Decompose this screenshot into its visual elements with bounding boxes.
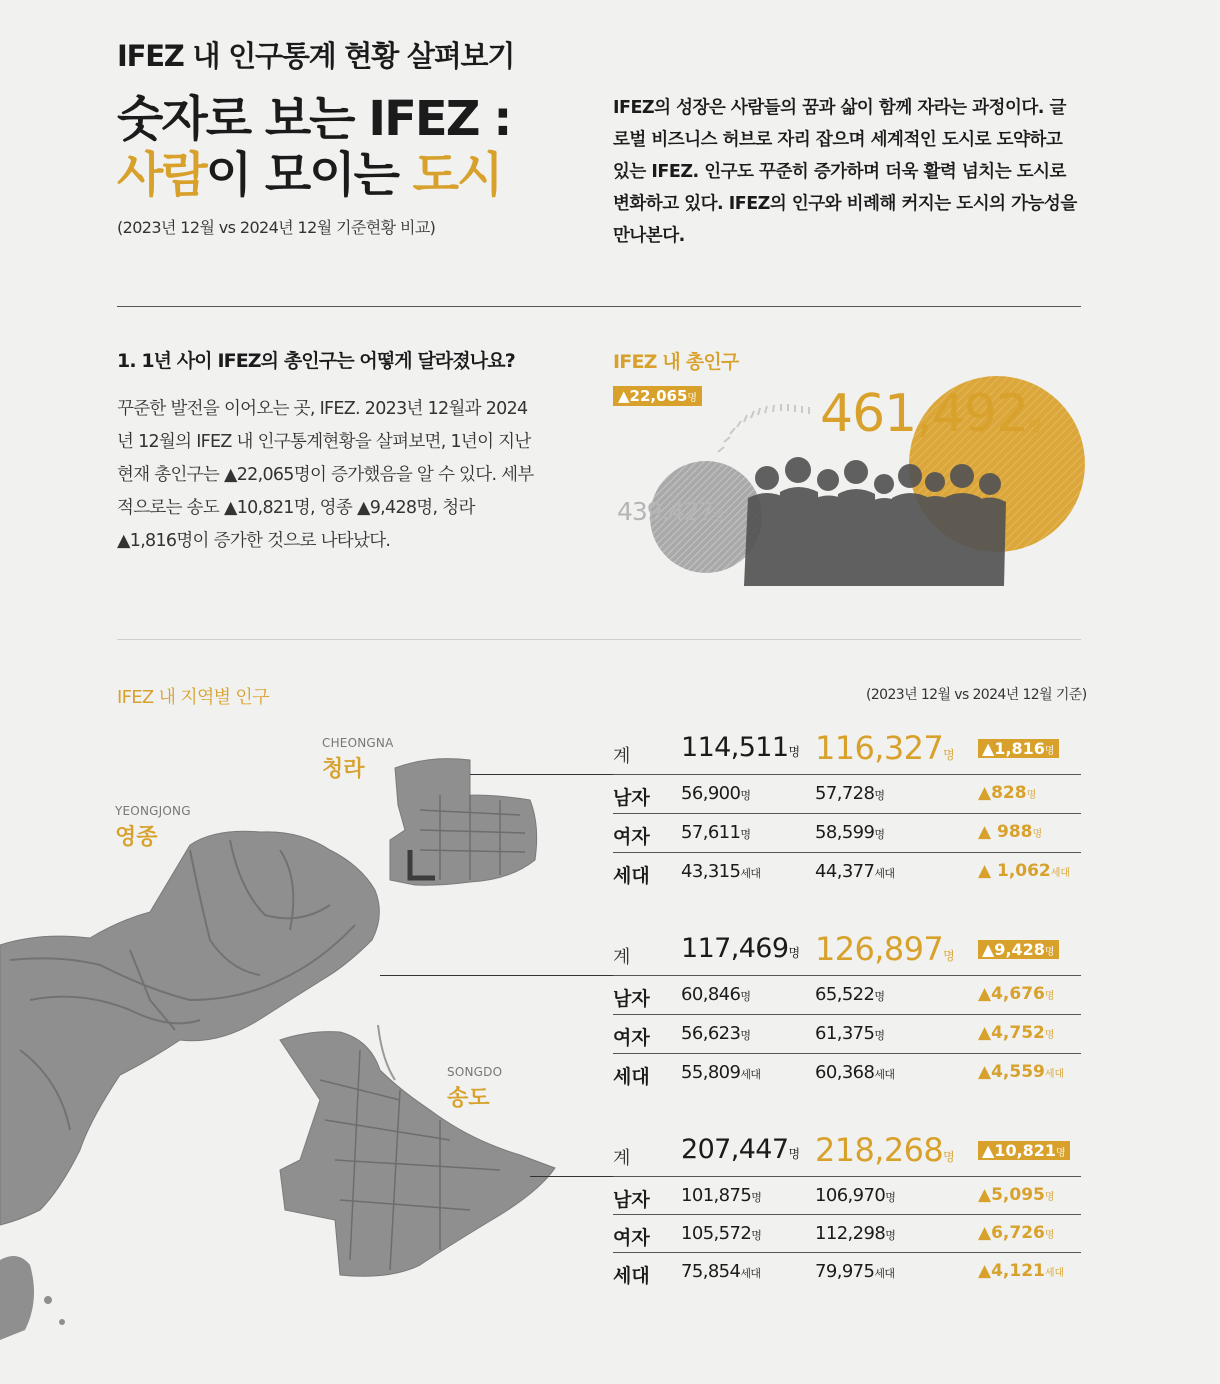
table-row (613, 1215, 1081, 1253)
table-row (613, 1054, 1081, 1092)
value-2023-number: 56,623 (681, 1023, 741, 1044)
unit: 명 (874, 789, 885, 802)
unit: 명 (751, 1229, 762, 1242)
unit: 명 (788, 1147, 800, 1161)
row-label: 세대 (613, 865, 650, 887)
unit: 명 (740, 828, 751, 841)
row-label: 계 (613, 947, 631, 968)
increase-value: ▲1,816 (982, 739, 1045, 758)
yeongjong-label: 영종 (115, 825, 158, 850)
population-2023-value (617, 497, 723, 526)
unit: 명 (1044, 947, 1055, 958)
page-title-line2 (117, 146, 501, 204)
unit: 세대 (740, 867, 761, 880)
people-silhouette-icon (744, 457, 1006, 586)
increase-number: ▲4,559 (978, 1062, 1045, 1082)
unit: 명 (1044, 746, 1055, 757)
small-islands (0, 1256, 65, 1340)
value-2023 (681, 783, 750, 804)
value-2023 (681, 1261, 760, 1282)
row-label: 남자 (613, 1189, 650, 1211)
value-2024-number: 61,375 (815, 1023, 875, 1044)
increase-number: ▲6,726 (978, 1223, 1045, 1243)
increase-value: ▲10,821 (982, 1141, 1057, 1160)
value-2023 (681, 1223, 761, 1244)
value-2023 (681, 732, 799, 763)
row-label: 세대 (613, 1066, 650, 1088)
comparison-basis: (2023년 12월 vs 2024년 12월 기준현황 비교) (117, 218, 436, 237)
progress-ticks (718, 404, 809, 452)
ifez-map (0, 700, 620, 1340)
increase-value (978, 822, 1042, 842)
page-title-line1: 숫자로 보는 IFEZ : (117, 91, 511, 147)
increase-number: ▲828 (978, 783, 1027, 803)
value-2024 (815, 1185, 895, 1206)
section1-body: 꾸준한 발전을 이어오는 곳, IFEZ. 2023년 12월과 2024년 12월의 IFEZ 내 인구통계현황을 살펴보면, 1년이 지난 현재 총인구는 ▲22,065명이 증가했음을 알 수 있다. 세부적으로는 송도 ▲10,821명, 영종 ▲9,428명, 청라 ▲1,816명이 증가한 것으로 나타났다. (117, 399, 534, 551)
cheongna-leader-line (470, 774, 613, 775)
value-2023-number: 117,469 (681, 933, 789, 964)
songdo-total-row (613, 1131, 1081, 1176)
value-2023-number: 101,875 (681, 1185, 752, 1206)
value-2023 (681, 1185, 761, 1206)
unit: 세대 (874, 1068, 895, 1081)
unit: 명 (943, 949, 955, 963)
table-row (613, 1253, 1081, 1291)
unit: 명 (885, 1191, 896, 1204)
unit: 명 (874, 990, 885, 1003)
intro-paragraph: IFEZ의 성장은 사람들의 꿈과 삶이 함께 자라는 과정이다. 글로벌 비즈니스 허브로 자리 잡으며 세계적인 도시로 도약하고 있는 IFEZ. 인구도 꾸준히 증가하며 더욱 활력 넘치는 도시로 변화하고 있다. IFEZ의 인구와 비례해 커지는 도시의 가능성을 만나본다. (613, 98, 1077, 246)
value-2023-number: 105,572 (681, 1223, 752, 1244)
increase-value (978, 783, 1036, 803)
unit: 명 (1056, 1148, 1066, 1159)
increase-number: ▲ 988 (978, 822, 1033, 842)
row-label: 계 (613, 746, 631, 767)
title-middle: 이 모이는 (205, 147, 413, 203)
unit: 명 (885, 1229, 896, 1242)
table-row (613, 1015, 1081, 1053)
value-2024 (815, 1062, 894, 1083)
songdo-leader-line (530, 1176, 613, 1177)
section-divider-light (117, 639, 1081, 640)
value-2024 (815, 822, 884, 843)
value-2024-number: 65,522 (815, 984, 875, 1005)
total-increase-unit: 명 (687, 393, 698, 404)
increase-number: ▲5,095 (978, 1185, 1045, 1205)
unit: 세대 (740, 1267, 761, 1280)
value-2024-number: 112,298 (815, 1223, 886, 1244)
cheongna-total-row (613, 729, 1081, 774)
value-2024-number: 79,975 (815, 1261, 875, 1282)
page-kicker: IFEZ 내 인구통계 현황 살펴보기 (117, 39, 515, 73)
unit: 명 (740, 789, 751, 802)
regional-population-title: IFEZ 내 지역별 인구 (117, 687, 269, 708)
value-2023 (681, 1023, 750, 1044)
value-2023 (681, 1134, 799, 1165)
row-label: 세대 (613, 1265, 650, 1287)
increase-badge (978, 1141, 1070, 1160)
row-label: 남자 (613, 988, 650, 1010)
value-2024 (815, 984, 884, 1005)
unit: 명 (943, 1150, 955, 1164)
unit: 세대 (1044, 1069, 1065, 1080)
value-2024-number: 58,599 (815, 822, 875, 843)
value-2024 (815, 1223, 895, 1244)
unit: 명 (1032, 829, 1043, 840)
population-2024-value (820, 384, 1041, 444)
value-2023-number: 43,315 (681, 861, 741, 882)
table-row (613, 853, 1081, 891)
cheongna-label-en: CHEONGNA (322, 736, 394, 750)
unit: 세대 (1050, 868, 1071, 879)
unit: 명 (1044, 1230, 1055, 1241)
increase-number: ▲4,676 (978, 984, 1045, 1004)
yeongjong-label-en: YEONGJONG (115, 804, 191, 818)
unit: 명 (943, 748, 955, 762)
value-2023 (681, 861, 760, 882)
increase-value (978, 861, 1070, 881)
unit: 세대 (874, 1267, 895, 1280)
value-2024 (815, 930, 954, 968)
row-label: 여자 (613, 826, 650, 848)
section-divider (117, 306, 1081, 307)
increase-number: ▲4,121 (978, 1261, 1045, 1281)
total-population-title: IFEZ 내 총인구 (613, 351, 739, 373)
table-row (613, 1177, 1081, 1215)
section1-question: 1. 1년 사이 IFEZ의 총인구는 어떻게 달라졌나요? (117, 350, 515, 372)
value-2023-number: 114,511 (681, 732, 789, 763)
value-2024-number: 116,327 (815, 729, 944, 767)
increase-badge (978, 739, 1059, 758)
unit: 명 (788, 745, 800, 759)
total-increase-value: ▲22,065 (618, 387, 688, 405)
row-label: 여자 (613, 1227, 650, 1249)
increase-value (978, 1062, 1064, 1082)
value-2023-number: 75,854 (681, 1261, 741, 1282)
increase-value: ▲9,428 (982, 940, 1045, 959)
value-2023-number: 207,447 (681, 1134, 789, 1165)
songdo-label-en: SONGDO (447, 1065, 503, 1079)
value-2024-number: 44,377 (815, 861, 875, 882)
increase-value (978, 1023, 1055, 1043)
increase-value (978, 1223, 1055, 1243)
value-2024-number: 60,368 (815, 1062, 875, 1083)
population-2023-unit: 명 (713, 510, 724, 523)
value-2023 (681, 1062, 760, 1083)
value-2024-number: 218,268 (815, 1131, 944, 1169)
value-2024 (815, 1261, 894, 1282)
value-2024 (815, 1023, 884, 1044)
row-label: 여자 (613, 1027, 650, 1049)
increase-badge (978, 940, 1059, 959)
table-row (613, 976, 1081, 1014)
yeongjong-leader-line (380, 975, 613, 976)
value-2023-number: 55,809 (681, 1062, 741, 1083)
unit: 명 (1044, 1192, 1055, 1203)
value-2024 (815, 1131, 954, 1169)
row-label: 계 (613, 1148, 631, 1169)
unit: 명 (1044, 1030, 1055, 1041)
unit: 세대 (1044, 1268, 1065, 1279)
value-2024 (815, 861, 894, 882)
unit: 세대 (874, 867, 895, 880)
population-2024-unit: 명 (1028, 419, 1041, 435)
unit: 명 (788, 946, 800, 960)
increase-value (978, 1261, 1064, 1281)
increase-number: ▲ 1,062 (978, 861, 1051, 881)
unit: 명 (740, 1029, 751, 1042)
yeongjong-total-row (613, 930, 1081, 975)
unit: 명 (1026, 790, 1037, 801)
cheongna-label: 청라 (322, 757, 365, 782)
value-2024-number: 126,897 (815, 930, 944, 968)
table-row (613, 814, 1081, 852)
regional-basis: (2023년 12월 vs 2024년 12월 기준) (866, 687, 1087, 703)
population-2023-number: 439,427 (617, 497, 714, 526)
value-2023-number: 56,900 (681, 783, 741, 804)
value-2023 (681, 984, 750, 1005)
value-2024-number: 106,970 (815, 1185, 886, 1206)
increase-number: ▲4,752 (978, 1023, 1045, 1043)
increase-value (978, 1185, 1055, 1205)
value-2023 (681, 822, 750, 843)
population-2024-number: 461,492 (820, 384, 1029, 444)
value-2024-number: 57,728 (815, 783, 875, 804)
value-2023 (681, 933, 799, 964)
row-label: 남자 (613, 787, 650, 809)
title-highlight-people: 사람 (117, 147, 206, 203)
songdo-label: 송도 (447, 1086, 490, 1111)
increase-value (978, 984, 1055, 1004)
unit: 세대 (740, 1068, 761, 1081)
value-2024 (815, 729, 954, 767)
title-highlight-city: 도시 (412, 147, 502, 203)
value-2024 (815, 783, 884, 804)
value-2023-number: 60,846 (681, 984, 741, 1005)
unit: 명 (1044, 991, 1055, 1002)
unit: 명 (740, 990, 751, 1003)
unit: 명 (751, 1191, 762, 1204)
table-row (613, 775, 1081, 813)
unit: 명 (874, 1029, 885, 1042)
songdo-district (280, 1032, 555, 1277)
value-2023-number: 57,611 (681, 822, 741, 843)
unit: 명 (874, 828, 885, 841)
